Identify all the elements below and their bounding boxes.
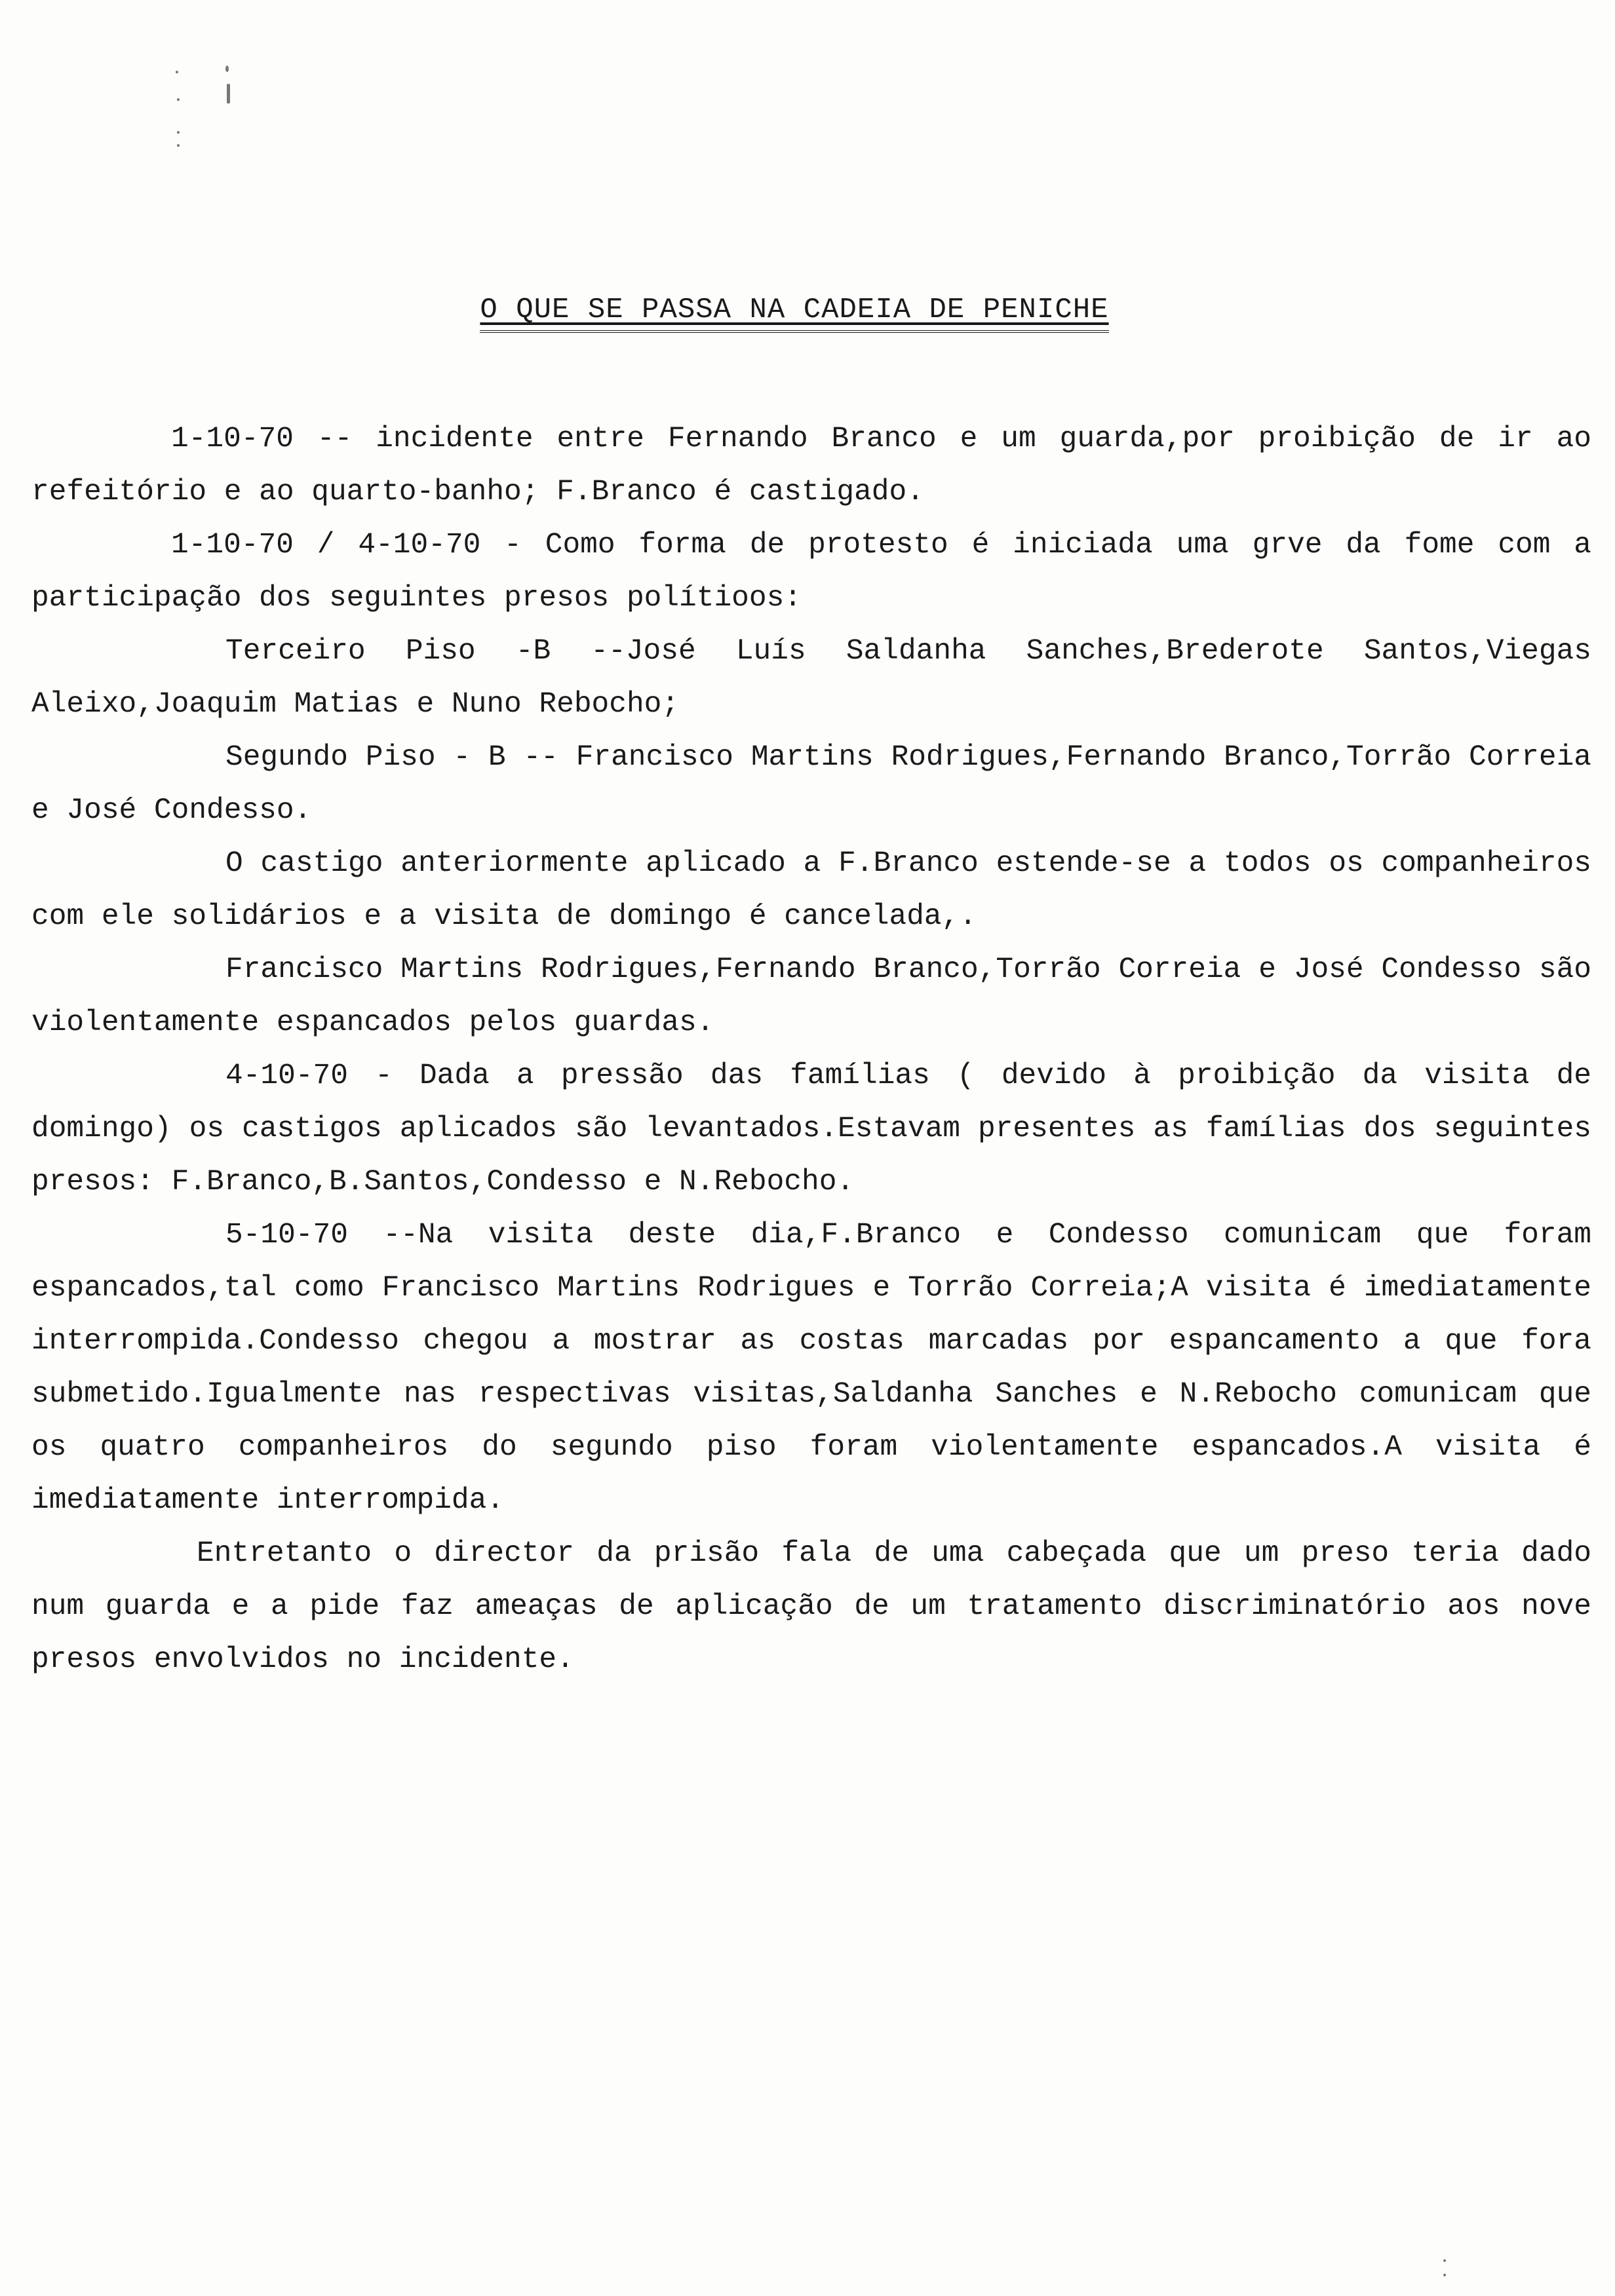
paragraph: Terceiro Piso -B --José Luís Saldanha Sanches,Brederote Santos,Viegas Aleixo,Joaquim Matias e Nuno Rebocho; (31, 635, 1591, 721)
paragraph: O castigo anteriormente aplicado a F.Branco estende-se a todos os companheiros com ele solidários e a visita de domingo é cancelada,. (31, 847, 1591, 933)
paragraph: 4-10-70 - Dada a pressão das famílias ( devido à proibição da visita de domingo) os castigos aplicados são levantados.Estavam presentes as famílias dos seguintes presos: F.Branco,B.Santos,Condesso e N.Rebocho. (31, 1060, 1591, 1198)
paragraph: 1-10-70 / 4-10-70 - Como forma de protesto é iniciada uma grve da fome com a participação dos seguintes presos polítioos: (31, 529, 1591, 615)
title-block (0, 294, 1615, 333)
scan-mark (227, 84, 230, 104)
scan-mark (225, 66, 229, 72)
scan-mark (176, 71, 178, 73)
scan-mark (177, 98, 180, 101)
scan-mark (1443, 2259, 1446, 2262)
paragraph: Entretanto o director da prisão fala de uma cabeçada que um preso teria dado num guarda e a pide faz ameaças de aplicação de um tratamento discriminatório aos nove presos envolvidos no incidente. (31, 1537, 1591, 1676)
paragraph: 5-10-70 --Na visita deste dia,F.Branco e Condesso comunicam que foram espancados,tal como Francisco Martins Rodrigues e Torrão Correia;A visita é imediatamente interrompida.Condesso chegou a mostrar as costas marcadas por espancamento a que fora submetido.Igualmente nas respectivas visitas,Saldanha Sanches e N.Rebocho comunicam que os quatro companheiros do segundo piso foram violentamente espancados.A visita é imediatamente interrompida. (31, 1219, 1591, 1517)
scan-mark (177, 144, 180, 147)
paragraph: 1-10-70 -- incidente entre Fernando Branco e um guarda,por proibição de ir ao refeitório e ao quarto-banho; F.Branco é castigado. (31, 423, 1591, 508)
document-title: O QUE SE PASSA NA CADEIA DE PENICHE (480, 294, 1108, 333)
paragraph: Francisco Martins Rodrigues,Fernando Branco,Torrão Correia e José Condesso são violentamente espancados pelos guardas. (31, 953, 1591, 1039)
document-body (31, 413, 1591, 1687)
paragraph: Segundo Piso - B -- Francisco Martins Rodrigues,Fernando Branco,Torrão Correia e José Condesso. (31, 741, 1591, 827)
scan-mark (1443, 2274, 1446, 2276)
scan-mark (177, 131, 180, 134)
